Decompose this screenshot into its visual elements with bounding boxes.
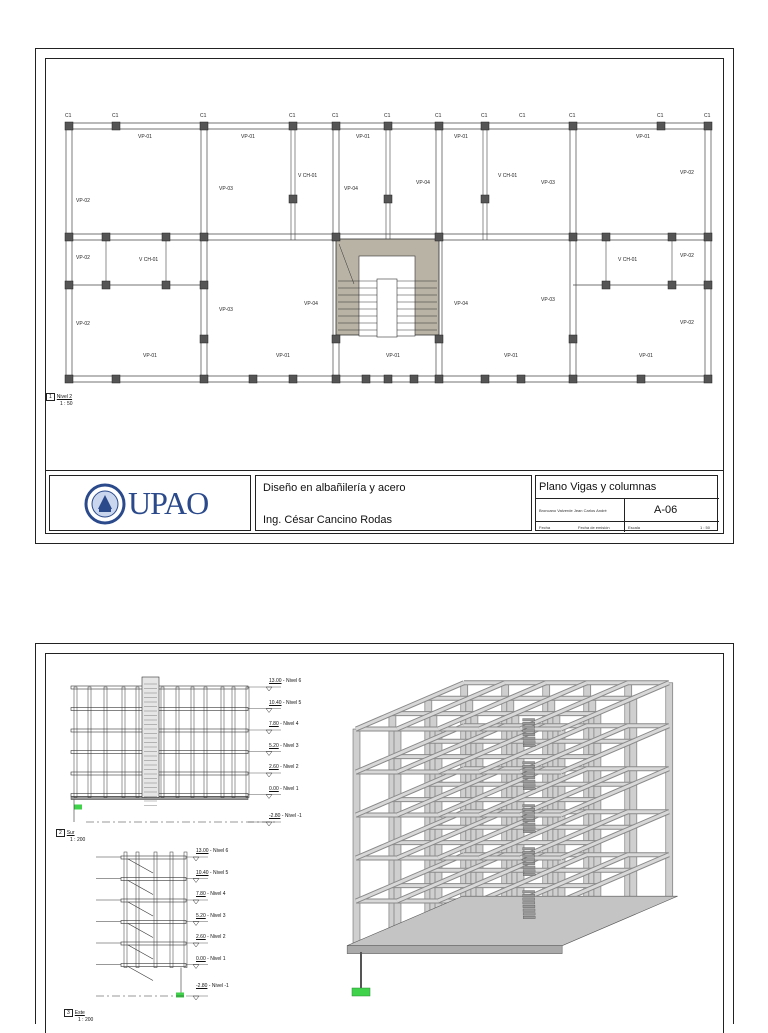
column-c1 bbox=[657, 122, 665, 130]
column-c1 bbox=[602, 233, 610, 241]
beam-label: VP-04 bbox=[344, 186, 358, 192]
beam-label: VP-03 bbox=[541, 297, 555, 303]
beam-label: VP-04 bbox=[454, 301, 468, 307]
author-name: Broncano Valverde Jean Carlos André bbox=[539, 508, 607, 513]
iso-stair-step bbox=[523, 873, 535, 876]
level-name: Nivel 2 bbox=[210, 934, 226, 940]
iso-stair-step bbox=[523, 848, 535, 851]
level-triangle-icon bbox=[193, 943, 199, 947]
iso-base-edge bbox=[347, 946, 562, 954]
iso-stair-step bbox=[523, 916, 535, 919]
level-marker bbox=[269, 721, 298, 727]
column-c1 bbox=[102, 281, 110, 289]
iso-stair-step bbox=[523, 733, 535, 736]
beam-label: VP-03 bbox=[219, 186, 233, 192]
level-name: Nivel -1 bbox=[211, 983, 229, 989]
beam-label: VP-02 bbox=[76, 255, 90, 261]
level-triangle-icon bbox=[193, 879, 199, 883]
level-triangle-icon bbox=[266, 687, 272, 691]
column-c1 bbox=[289, 122, 297, 130]
iso-stair-step bbox=[523, 805, 535, 808]
view-tag-sur bbox=[56, 829, 85, 843]
sheet-plan-beams bbox=[35, 48, 734, 544]
iso-stair-step bbox=[523, 894, 535, 897]
beam-label: VP-01 bbox=[386, 353, 400, 359]
upao-seal-icon bbox=[84, 479, 126, 529]
level-marker bbox=[196, 934, 225, 940]
title-block bbox=[45, 470, 724, 535]
iso-stair-step bbox=[523, 744, 535, 747]
level-elevation: 0.00 bbox=[269, 785, 279, 792]
column-c1 bbox=[162, 281, 170, 289]
iso-stair-step bbox=[523, 851, 535, 854]
elevation-beam bbox=[121, 921, 186, 924]
level-elevation: 5.20 bbox=[196, 912, 206, 919]
level-dash: - bbox=[281, 678, 286, 684]
level-name: Nivel 5 bbox=[285, 699, 302, 706]
beam-label: VP-01 bbox=[504, 353, 518, 359]
column-c1 bbox=[200, 233, 208, 241]
iso-stair-step bbox=[523, 730, 535, 733]
iso-stair-step bbox=[523, 913, 535, 916]
level-triangle-icon bbox=[193, 996, 199, 1000]
view-tag-scale: 1 : 50 bbox=[60, 401, 73, 407]
level-dash: - bbox=[205, 934, 211, 940]
column-c1 bbox=[200, 375, 208, 383]
view-tag-este bbox=[64, 1009, 93, 1023]
column-c1 bbox=[200, 281, 208, 289]
iso-stair-step bbox=[523, 902, 535, 905]
beam-label: VP-04 bbox=[304, 301, 318, 307]
logo-text: UPAO bbox=[128, 485, 209, 521]
elevation-beam bbox=[71, 729, 248, 732]
column-c1 bbox=[112, 122, 120, 130]
elevation-column bbox=[170, 852, 173, 968]
level-marker bbox=[196, 983, 229, 989]
column-label: C1 bbox=[519, 113, 526, 119]
foundation-marker bbox=[74, 805, 82, 810]
teacher-name: Ing. César Cancino Rodas bbox=[263, 514, 393, 526]
stair-flight bbox=[128, 902, 153, 916]
column-c1 bbox=[569, 122, 577, 130]
view-tag-sur-number: 2 bbox=[56, 829, 65, 837]
column-c1 bbox=[249, 375, 257, 383]
elevation-column bbox=[122, 687, 125, 798]
level-marker bbox=[269, 743, 298, 749]
column-c1 bbox=[112, 375, 120, 383]
iso-column bbox=[630, 698, 637, 913]
view-tag-sur-name: Sur bbox=[66, 830, 75, 836]
iso-stair-step bbox=[523, 737, 535, 740]
beam-label: VP-01 bbox=[138, 134, 152, 140]
column-c1 bbox=[200, 122, 208, 130]
level-elevation: 5.20 bbox=[269, 742, 279, 749]
level-dash: - bbox=[208, 848, 213, 854]
level-name: Nivel 5 bbox=[212, 869, 229, 876]
level-marker bbox=[269, 678, 301, 684]
sheet-elevations bbox=[35, 643, 734, 1024]
elevation-stair-core bbox=[142, 677, 159, 798]
level-marker bbox=[196, 870, 228, 876]
elevation-column bbox=[176, 687, 179, 798]
column-label: C1 bbox=[704, 113, 711, 119]
elevation-column bbox=[191, 687, 194, 798]
elevation-column bbox=[74, 687, 77, 798]
view-tag-este-name: Este bbox=[74, 1010, 85, 1016]
level-elevation: 13.00 bbox=[269, 678, 282, 684]
sheet-number: A-06 bbox=[654, 504, 678, 516]
elevation-beam bbox=[121, 942, 186, 945]
iso-stair-step bbox=[523, 859, 535, 862]
elevation-beam bbox=[71, 751, 248, 754]
beam-label: VP-01 bbox=[636, 134, 650, 140]
level-triangle-icon bbox=[266, 822, 272, 826]
elevation-beam bbox=[121, 899, 186, 902]
level-marker bbox=[196, 956, 225, 962]
iso-stair-step bbox=[523, 726, 535, 729]
elevation-column bbox=[246, 687, 249, 798]
column-label: C1 bbox=[435, 113, 442, 119]
beam-label: VP-04 bbox=[416, 180, 430, 186]
beam-label: VP-03 bbox=[541, 180, 555, 186]
iso-stair-step bbox=[523, 719, 535, 722]
iso-stair-step bbox=[523, 769, 535, 772]
iso-stair-step bbox=[523, 784, 535, 787]
column-label: C1 bbox=[112, 113, 119, 119]
elevation-beam bbox=[121, 856, 186, 859]
level-dash: - bbox=[278, 785, 284, 792]
iso-stair-step bbox=[523, 741, 535, 744]
column-c1 bbox=[668, 233, 676, 241]
level-triangle-icon bbox=[266, 773, 272, 777]
column-label: C1 bbox=[657, 113, 664, 119]
elevation-drawings bbox=[36, 644, 735, 1025]
view-tag-nivel2 bbox=[46, 393, 73, 407]
column-label: C1 bbox=[65, 113, 72, 119]
elevation-column bbox=[136, 687, 139, 798]
beam-label: VP-01 bbox=[454, 134, 468, 140]
course-name: Diseño en albañilería y acero bbox=[263, 482, 406, 494]
level-marker bbox=[196, 913, 225, 919]
level-elevation: 2.60 bbox=[269, 764, 279, 770]
column-label: C1 bbox=[384, 113, 391, 119]
level-triangle-icon bbox=[193, 965, 199, 969]
column-c1 bbox=[410, 375, 418, 383]
elevation-slab bbox=[71, 797, 248, 800]
iso-stair-step bbox=[523, 780, 535, 783]
iso-stair-step bbox=[523, 722, 535, 725]
level-dash: - bbox=[280, 813, 285, 819]
beam-label: VP-02 bbox=[680, 253, 694, 259]
column-label: C1 bbox=[481, 113, 488, 119]
iso-stair-step bbox=[523, 898, 535, 901]
iso-column bbox=[353, 729, 360, 944]
stair-flight bbox=[128, 924, 153, 938]
level-name: Nivel 1 bbox=[210, 955, 226, 962]
iso-stair-step bbox=[523, 855, 535, 858]
fecha-label: Fecha bbox=[539, 525, 551, 530]
column-c1 bbox=[332, 122, 340, 130]
level-elevation: 7.80 bbox=[196, 891, 206, 897]
level-marker bbox=[269, 764, 298, 770]
level-name: Nivel 1 bbox=[283, 785, 299, 792]
column-c1 bbox=[289, 195, 297, 203]
course-cell bbox=[255, 475, 532, 531]
column-c1 bbox=[569, 233, 577, 241]
column-c1 bbox=[200, 335, 208, 343]
level-dash: - bbox=[278, 764, 284, 770]
beam-label: V CH-01 bbox=[139, 257, 159, 263]
column-c1 bbox=[162, 233, 170, 241]
level-name: Nivel 6 bbox=[212, 848, 229, 854]
level-name: Nivel 4 bbox=[210, 891, 226, 897]
elevation-beam bbox=[121, 964, 186, 967]
stair-landing bbox=[377, 279, 397, 337]
level-marker bbox=[269, 700, 301, 706]
view-tag-name: Nivel 2 bbox=[56, 394, 73, 400]
iso-stair-step bbox=[523, 765, 535, 768]
iso-stair-step bbox=[523, 816, 535, 819]
iso-stair-step bbox=[523, 812, 535, 815]
iso-stair-step bbox=[523, 862, 535, 865]
logo-cell bbox=[49, 475, 251, 531]
elevation-column bbox=[184, 852, 187, 968]
level-dash: - bbox=[207, 983, 212, 989]
level-triangle-icon bbox=[193, 857, 199, 861]
beam-label: V CH-01 bbox=[498, 173, 518, 179]
iso-stair-step bbox=[523, 819, 535, 822]
column-c1 bbox=[704, 233, 712, 241]
iso-stair-step bbox=[523, 830, 535, 833]
elevation-beam bbox=[71, 708, 248, 711]
level-dash: - bbox=[205, 955, 211, 962]
column-label: C1 bbox=[332, 113, 339, 119]
elevation-column bbox=[232, 687, 235, 798]
elevation-column bbox=[88, 687, 91, 798]
beam-label: VP-01 bbox=[241, 134, 255, 140]
column-c1 bbox=[65, 281, 73, 289]
iso-stair-step bbox=[523, 905, 535, 908]
column-c1 bbox=[332, 233, 340, 241]
level-elevation: 13.00 bbox=[196, 848, 209, 854]
column-c1 bbox=[435, 375, 443, 383]
column-c1 bbox=[704, 375, 712, 383]
level-name: Nivel 6 bbox=[285, 678, 302, 684]
level-triangle-icon bbox=[266, 752, 272, 756]
iso-stair-step bbox=[523, 891, 535, 894]
escala-value: 1 : 50 bbox=[700, 525, 711, 530]
iso-stair-step bbox=[523, 773, 535, 776]
level-elevation: 7.80 bbox=[269, 721, 279, 727]
beam-label: VP-02 bbox=[680, 320, 694, 326]
level-elevation: 0.00 bbox=[196, 955, 206, 962]
iso-stair-step bbox=[523, 808, 535, 811]
column-c1 bbox=[384, 375, 392, 383]
elevation-beam bbox=[71, 794, 248, 797]
column-c1 bbox=[481, 122, 489, 130]
iso-stair-step bbox=[523, 909, 535, 912]
iso-stair-step bbox=[523, 823, 535, 826]
column-c1 bbox=[602, 281, 610, 289]
level-name: Nivel 2 bbox=[283, 764, 299, 770]
beam-label: VP-03 bbox=[219, 307, 233, 313]
iso-stair-step bbox=[523, 762, 535, 765]
iso-column bbox=[666, 683, 673, 898]
level-triangle-icon bbox=[266, 730, 272, 734]
beam-label: VP-02 bbox=[76, 321, 90, 327]
iso-stair-step bbox=[523, 866, 535, 869]
column-c1 bbox=[517, 375, 525, 383]
level-triangle-icon bbox=[193, 900, 199, 904]
beam-label: VP-02 bbox=[76, 198, 90, 204]
column-c1 bbox=[569, 375, 577, 383]
beam-label: VP-01 bbox=[143, 353, 157, 359]
level-name: Nivel 4 bbox=[283, 721, 299, 727]
level-marker bbox=[196, 891, 225, 897]
column-c1 bbox=[435, 122, 443, 130]
column-c1 bbox=[481, 195, 489, 203]
iso-stair-step bbox=[523, 776, 535, 779]
column-c1 bbox=[668, 281, 676, 289]
iso-stair-step bbox=[523, 787, 535, 790]
level-elevation: 2.60 bbox=[196, 934, 206, 940]
view-tag-number: 1 bbox=[46, 393, 55, 401]
stair-flight bbox=[128, 859, 153, 873]
level-dash: - bbox=[205, 891, 211, 897]
column-c1 bbox=[435, 335, 443, 343]
level-dash: - bbox=[205, 912, 211, 919]
column-c1 bbox=[384, 195, 392, 203]
elevation-beam bbox=[71, 772, 248, 775]
level-name: Nivel 3 bbox=[283, 742, 299, 749]
level-marker bbox=[269, 786, 298, 792]
column-label: C1 bbox=[200, 113, 207, 119]
escala-label: Escala bbox=[628, 525, 641, 530]
level-marker bbox=[269, 813, 302, 819]
view-tag-este-scale: 1 : 200 bbox=[78, 1017, 94, 1023]
column-c1 bbox=[332, 335, 340, 343]
column-c1 bbox=[481, 375, 489, 383]
beam-label: VP-01 bbox=[639, 353, 653, 359]
iso-stair-step bbox=[523, 870, 535, 873]
column-c1 bbox=[65, 375, 73, 383]
beam-label: VP-01 bbox=[276, 353, 290, 359]
beam-label: VP-02 bbox=[680, 170, 694, 176]
column-c1 bbox=[289, 375, 297, 383]
floor-plan-drawing bbox=[36, 49, 735, 469]
view-tag-sur-scale: 1 : 200 bbox=[70, 837, 86, 843]
sheet-info-cell bbox=[535, 475, 718, 531]
level-name: Nivel -1 bbox=[284, 813, 302, 819]
level-marker bbox=[196, 848, 228, 854]
level-elevation: 10.40 bbox=[269, 699, 282, 706]
column-c1 bbox=[569, 335, 577, 343]
column-c1 bbox=[435, 233, 443, 241]
elevation-column bbox=[204, 687, 207, 798]
column-label: C1 bbox=[289, 113, 296, 119]
column-c1 bbox=[704, 122, 712, 130]
elevation-column bbox=[104, 687, 107, 798]
column-c1 bbox=[362, 375, 370, 383]
level-dash: - bbox=[281, 699, 286, 706]
iso-foundation-footing bbox=[352, 988, 370, 996]
stair-flight bbox=[128, 967, 153, 981]
view-tag-este-number: 3 bbox=[64, 1009, 73, 1017]
level-triangle-icon bbox=[266, 795, 272, 799]
column-c1 bbox=[332, 375, 340, 383]
level-elevation: -2.80 bbox=[196, 983, 208, 989]
foundation-marker bbox=[176, 993, 184, 998]
column-c1 bbox=[704, 281, 712, 289]
stair-flight bbox=[128, 881, 153, 895]
level-dash: - bbox=[278, 742, 284, 749]
elevation-column bbox=[161, 687, 164, 798]
elevation-column bbox=[154, 852, 157, 968]
level-name: Nivel 3 bbox=[210, 912, 226, 919]
column-c1 bbox=[637, 375, 645, 383]
fecha-value: Fecha de emisión bbox=[578, 525, 610, 530]
level-triangle-icon bbox=[193, 922, 199, 926]
sheet-title: Plano Vigas y columnas bbox=[539, 481, 657, 493]
beam-label: VP-01 bbox=[356, 134, 370, 140]
column-c1 bbox=[65, 233, 73, 241]
level-elevation: 10.40 bbox=[196, 869, 209, 876]
elevation-column bbox=[221, 687, 224, 798]
level-dash: - bbox=[278, 721, 284, 727]
stair-flight bbox=[128, 945, 153, 959]
elevation-beam bbox=[71, 686, 248, 689]
level-dash: - bbox=[208, 869, 213, 876]
level-elevation: -2.80 bbox=[269, 813, 281, 819]
level-triangle-icon bbox=[266, 709, 272, 713]
elevation-column bbox=[124, 852, 127, 968]
beam-label: V CH-01 bbox=[298, 173, 318, 179]
column-label: C1 bbox=[569, 113, 576, 119]
beam-label: V CH-01 bbox=[618, 257, 638, 263]
iso-stair-step bbox=[523, 827, 535, 830]
elevation-beam bbox=[121, 878, 186, 881]
column-c1 bbox=[65, 122, 73, 130]
column-c1 bbox=[384, 122, 392, 130]
column-c1 bbox=[102, 233, 110, 241]
